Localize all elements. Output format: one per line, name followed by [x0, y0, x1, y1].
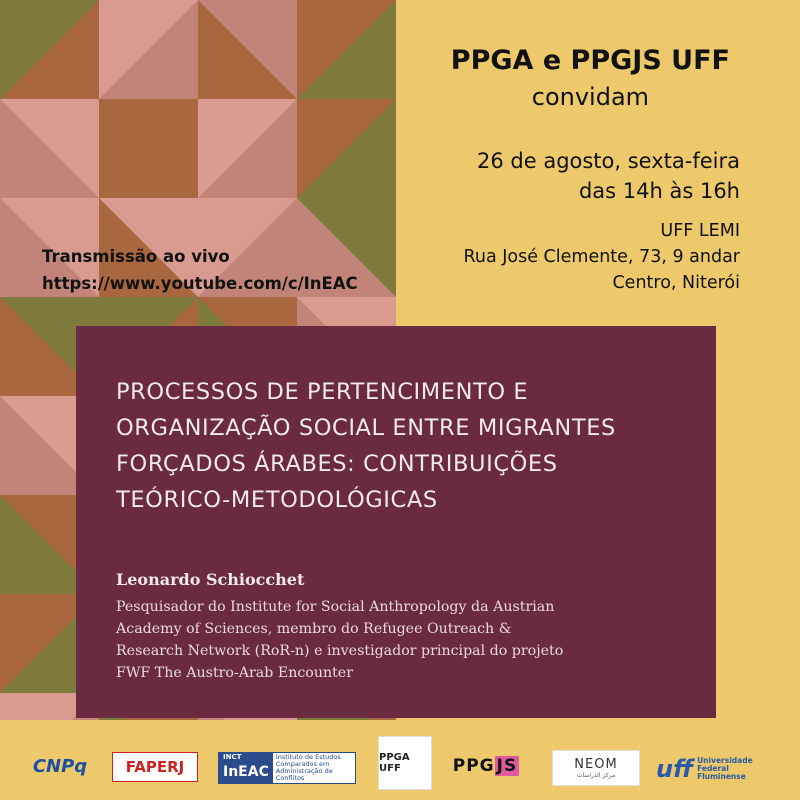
talk-title-line: ORGANIZAÇÃO SOCIAL ENTRE MIGRANTES [116, 415, 616, 441]
uff-text: uff [656, 755, 694, 783]
hosts-title: PPGA e PPGJS UFF [450, 45, 730, 76]
talk-title-line: PROCESSOS DE PERTENCIMENTO E [116, 379, 529, 405]
host-heading [451, 44, 730, 114]
talk-title-line: TEÓRICO-METODOLÓGICAS [116, 487, 438, 513]
uff-subtitle [693, 757, 753, 781]
event-when [477, 146, 740, 206]
cnpq-text: CNPq [32, 755, 88, 777]
invite-verb: convidam [531, 83, 650, 111]
talk-title [116, 374, 676, 518]
livestream-info [42, 243, 358, 297]
uff-subtitle-line: Federal [697, 764, 729, 773]
ppgjs-text-js: JS [496, 756, 518, 776]
ineac-mark [219, 753, 273, 783]
ineac-logo-icon [218, 752, 356, 784]
livestream-label: Transmissão ao vivo [42, 247, 230, 266]
talk-title-line: FORÇADOS ÁRABES: CONTRIBUIÇÕES [116, 451, 558, 477]
neom-text: NEOM [574, 757, 618, 772]
speaker-name: Leonardo Schiocchet [116, 570, 305, 589]
speaker-bio-line: FWF The Austro-Arab Encounter [116, 665, 353, 681]
ppgjs-logo-icon [446, 752, 526, 780]
neom-logo-icon [552, 750, 640, 786]
uff-subtitle-line: Fluminense [697, 772, 746, 781]
ineac-subtitle: Instituto de Estudos Comparados em Administração de Conflitos [275, 753, 341, 782]
speaker-bio-line: Academy of Sciences, membro do Refugee Outreach & [116, 621, 512, 637]
event-city: Centro, Niterói [612, 273, 740, 293]
talk-panel [76, 326, 716, 718]
sponsor-logos [0, 730, 800, 800]
event-venue: UFF LEMI [660, 221, 740, 241]
livestream-url[interactable]: https://www.youtube.com/c/InEAC [42, 274, 358, 293]
event-time: das 14h às 16h [578, 179, 740, 203]
event-where [463, 218, 740, 296]
speaker-bio-line: Research Network (RoR-n) e investigador principal do projeto [116, 643, 564, 659]
faperj-logo-icon [112, 752, 198, 782]
ppga-text: PPGA UFF [379, 752, 410, 774]
faperj-text: FAPERJ [125, 758, 185, 776]
event-address: Rua José Clemente, 73, 9 andar [463, 247, 740, 267]
uff-subtitle-line: Universidade [697, 756, 753, 765]
cnpq-logo-icon [26, 752, 94, 780]
ppgjs-text-ppg: PPG [452, 756, 495, 776]
uff-logo-icon [656, 752, 756, 786]
event-date: 26 de agosto, sexta-feira [477, 149, 740, 173]
ineac-inct: INCT [223, 753, 242, 761]
ppga-logo-icon [378, 736, 432, 790]
speaker-bio-line: Pesquisador do Institute for Social Anthropology da Austrian [116, 599, 555, 615]
neom-arabic-mark: مركز الدراسات [576, 772, 616, 779]
ineac-text: InEAC [223, 764, 269, 780]
speaker-bio [116, 596, 676, 684]
